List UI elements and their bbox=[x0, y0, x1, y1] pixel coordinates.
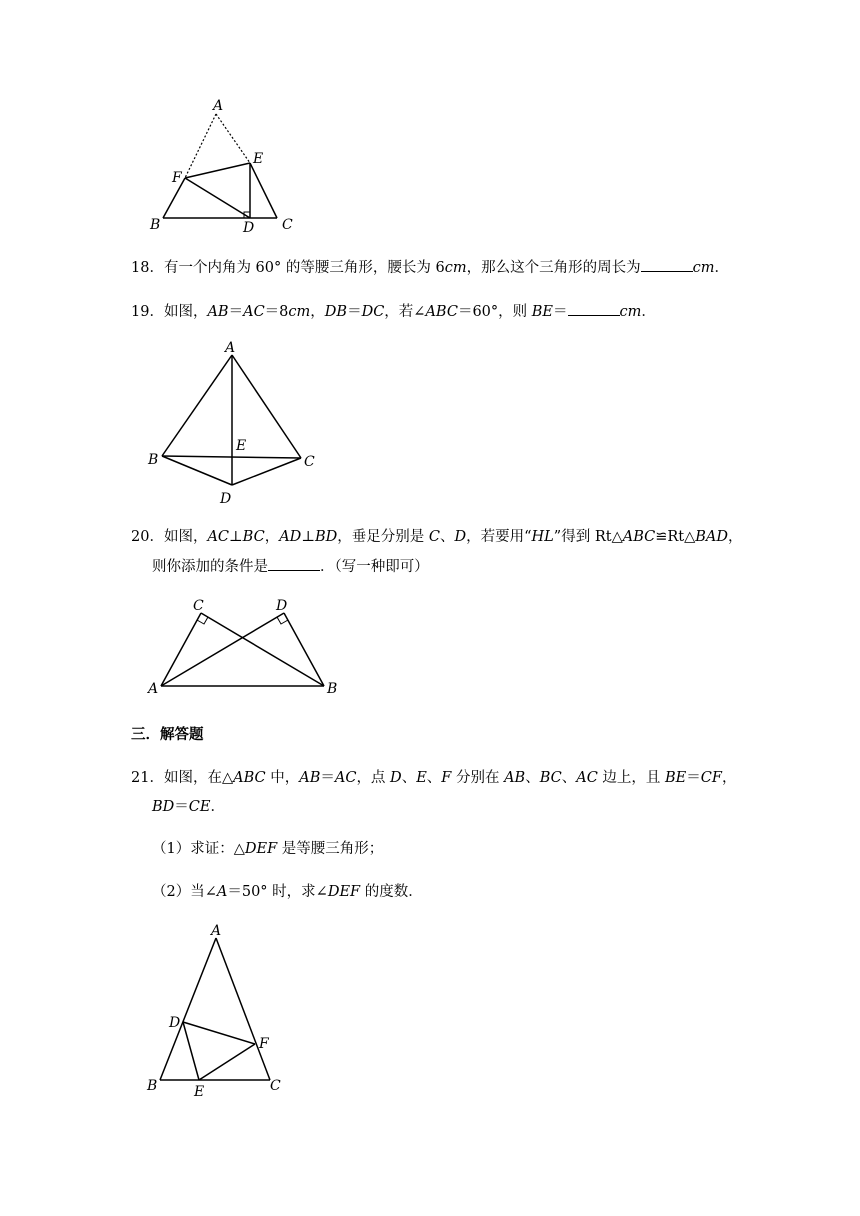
answer-blank-19[interactable] bbox=[568, 301, 620, 316]
question-21: 21．如图，在△ABC 中，AB＝AC，点 D、E、F 分别在 AB、BC、AC 边上，且 BE＝CF， bbox=[131, 770, 737, 786]
answer-blank-20[interactable] bbox=[268, 556, 320, 571]
label-D: D bbox=[169, 1015, 181, 1031]
label-C: C bbox=[282, 217, 293, 233]
answer-blank-18[interactable] bbox=[641, 257, 693, 272]
figure-q20 bbox=[140, 590, 350, 700]
question-20-line2: 则你添加的条件是 ．（写一种即可） bbox=[152, 556, 429, 577]
label-A: A bbox=[148, 681, 159, 697]
label-B: B bbox=[327, 681, 338, 697]
label-E: E bbox=[194, 1084, 205, 1100]
label-B: B bbox=[150, 217, 161, 233]
figure-q21 bbox=[140, 915, 300, 1100]
label-E: E bbox=[236, 438, 247, 454]
section-heading: 三．解答题 bbox=[131, 727, 204, 743]
label-F: F bbox=[172, 170, 182, 186]
question-19: 19．如图，AB＝AC＝8cm，DB＝DC，若∠ABC＝60°，则 BE＝ cm． bbox=[131, 301, 656, 322]
question-20: 20．如图，AC⊥BC，AD⊥BD，垂足分别是 C、D，若要用“HL”得到 Rt△ABC≌Rt△BAD， bbox=[131, 529, 743, 545]
label-B: B bbox=[147, 1078, 158, 1094]
label-B: B bbox=[148, 452, 159, 468]
label-E: E bbox=[253, 151, 264, 167]
question-18: 18．有一个内角为 60° 的等腰三角形，腰长为 6cm，那么这个三角形的周长为 cm． bbox=[131, 257, 729, 278]
figure-q17 bbox=[140, 95, 300, 240]
question-21-line2: BD＝CE． bbox=[152, 799, 225, 815]
question-21-part2: （2）当∠A＝50° 时，求∠DEF 的度数． bbox=[152, 884, 423, 900]
label-D: D bbox=[243, 220, 255, 236]
label-D: D bbox=[220, 491, 232, 507]
question-21-part1: （1）求证：△DEF 是等腰三角形； bbox=[152, 841, 384, 857]
label-C: C bbox=[193, 598, 204, 614]
label-A: A bbox=[213, 98, 224, 114]
label-A: A bbox=[211, 923, 222, 939]
label-C: C bbox=[304, 454, 315, 470]
label-D: D bbox=[276, 598, 288, 614]
label-C: C bbox=[270, 1078, 281, 1094]
figure-q19 bbox=[140, 335, 320, 510]
label-A: A bbox=[225, 340, 236, 356]
label-F: F bbox=[259, 1036, 269, 1052]
